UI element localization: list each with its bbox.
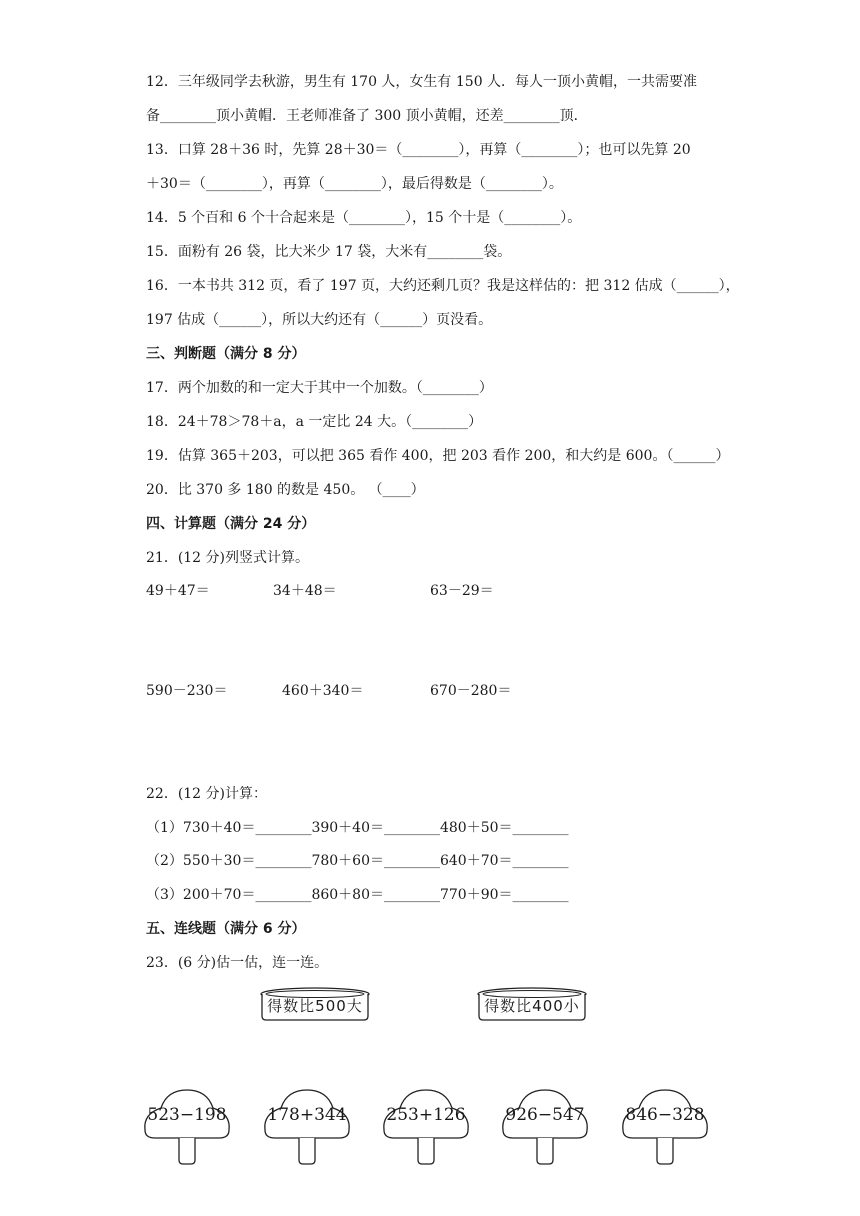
q22: 22．(12 分)计算：	[146, 786, 268, 802]
q21-expr: 63－29＝	[430, 583, 494, 599]
q12-line2: 备________顶小黄帽．王老师准备了 300 顶小黄帽，还差________顶．	[146, 108, 588, 124]
q22-row: （2）550＋30＝________780＋60＝________640＋70＝________	[146, 853, 569, 869]
mushroom-card	[499, 1086, 591, 1168]
q16-line1: 16．一本书共 312 页，看了 197 页，大约还剩几页？我是这样估的：把 312 估成（______），	[146, 278, 740, 294]
q21-expr: 670－280＝	[430, 683, 512, 699]
answer-board	[258, 985, 372, 1025]
mushroom-icon	[141, 1086, 233, 1168]
q22-row: （3）200＋70＝________860＋80＝________770＋90＝________	[146, 887, 569, 903]
q12-line1: 12．三年级同学去秋游，男生有 170 人，女生有 150 人．每人一顶小黄帽，一共需要准	[146, 74, 698, 90]
mushroom-expression: 253+126	[386, 1105, 466, 1125]
q22-row: （1）730＋40＝________390＋40＝________480＋50＝________	[146, 820, 569, 836]
q15: 15．面粉有 26 袋，比大米少 17 袋，大米有________袋。	[146, 244, 512, 260]
mushroom-icon	[499, 1086, 591, 1168]
section-heading-judge: 三、判断题（满分 8 分）	[146, 346, 306, 362]
q13-line2: ＋30＝（________），再算（________），最后得数是（________）。	[146, 176, 563, 192]
q23: 23．(6 分)估一估，连一连。	[146, 955, 329, 971]
mushroom-expression: 926−547	[505, 1105, 585, 1125]
section-heading-calc: 四、计算题（满分 24 分）	[146, 516, 316, 532]
board-label: 得数比500大	[267, 997, 363, 1015]
mushroom-expression: 178+344	[267, 1105, 347, 1125]
q21-expr: 590－230＝	[146, 683, 228, 699]
q21: 21．(12 分)列竖式计算。	[146, 550, 310, 566]
q17: 17．两个加数的和一定大于其中一个加数。（________）	[146, 380, 493, 396]
q16-line2: 197 估成（______），所以大约还有（______）页没看。	[146, 312, 493, 328]
mushroom-card	[380, 1086, 472, 1168]
mushroom-card	[619, 1086, 711, 1168]
q21-expr: 460＋340＝	[282, 683, 364, 699]
q20: 20．比 370 多 180 的数是 450。 （____）	[146, 482, 425, 498]
q19: 19．估算 365＋203，可以把 365 看作 400，把 203 看作 200，和大约是 600。（______）	[146, 448, 730, 464]
mushroom-icon	[380, 1086, 472, 1168]
mushroom-icon	[261, 1086, 353, 1168]
mushroom-card	[261, 1086, 353, 1168]
q21-expr: 49＋47＝	[146, 583, 210, 599]
mushroom-icon	[619, 1086, 711, 1168]
board-label: 得数比400小	[484, 997, 580, 1015]
q21-expr: 34＋48＝	[273, 583, 337, 599]
q18: 18．24＋78＞78＋a，a 一定比 24 大。（________）	[146, 414, 483, 430]
answer-board	[475, 985, 589, 1025]
mushroom-expression: 523−198	[147, 1105, 227, 1125]
mushroom-expression: 846−328	[625, 1105, 705, 1125]
mushroom-card	[141, 1086, 233, 1168]
q13-line1: 13．口算 28＋36 时，先算 28＋30＝（________），再算（________）；也可以先算 20	[146, 142, 691, 158]
q14: 14．5 个百和 6 个十合起来是（________），15 个十是（________）。	[146, 210, 582, 226]
section-heading-match: 五、连线题（满分 6 分）	[146, 921, 306, 937]
